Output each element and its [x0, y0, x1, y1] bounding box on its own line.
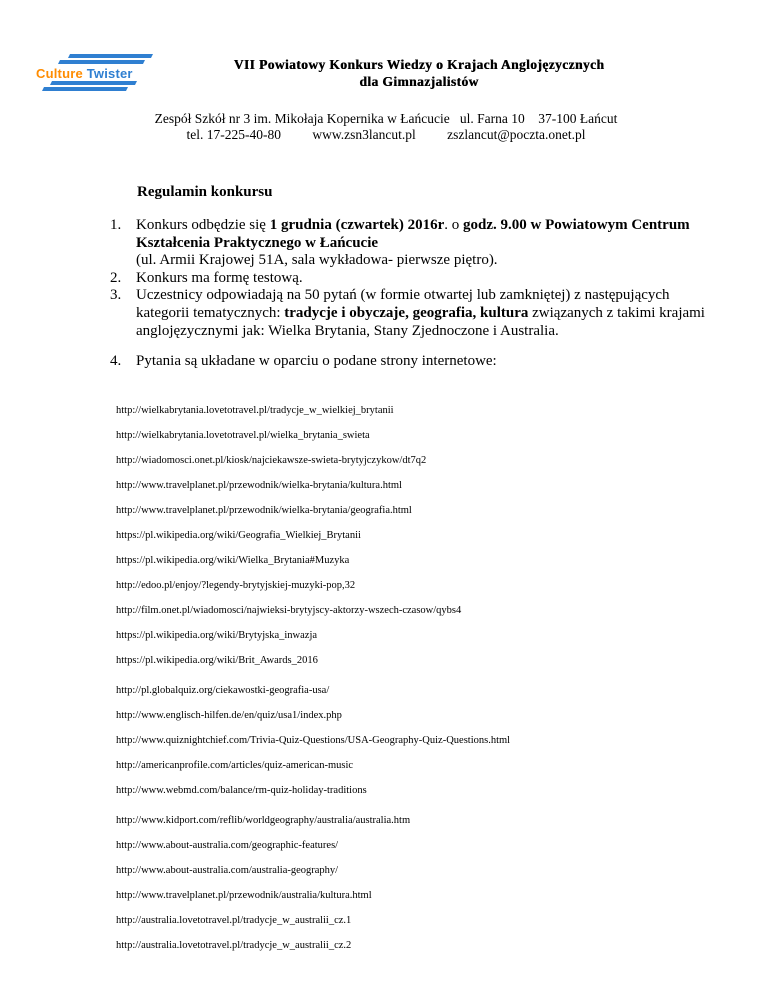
source-link[interactable]: http://www.quiznightchief.com/Trivia-Quiz-Questions/USA-Geography-Quiz-Questions.html	[116, 735, 511, 746]
source-link[interactable]: http://www.travelplanet.pl/przewodnik/australia/kultura.html	[116, 890, 372, 901]
title-line-2: dla Gimnazjalistów	[359, 74, 479, 89]
school-name: Zespół Szkół nr 3 im. Mikołaja Kopernika w Łańcucie	[154, 111, 450, 126]
source-link[interactable]: https://pl.wikipedia.org/wiki/Brytyjska_inwazja	[116, 630, 318, 641]
rule-3-text: Uczestnicy odpowiadają na 50 pytań (w formie otwartej lub zamkniętej) z następujących kategorii tematycznych:	[136, 287, 670, 321]
source-link[interactable]: http://australia.lovetotravel.pl/tradycje_w_australii_cz.1	[116, 915, 352, 926]
rule-1-text: Konkurs odbędzie się	[136, 217, 270, 233]
rule-1-date: 1 grudnia (czwartek) 2016r	[269, 217, 445, 233]
rule-1-place: godz. 9.00 w Powiatowym Centrum Kształcenia Praktycznego w Łańcucie	[136, 217, 690, 251]
source-link[interactable]: http://www.about-australia.com/geographic-features/	[116, 840, 339, 851]
school-contact-line	[126, 127, 646, 143]
source-link[interactable]: https://pl.wikipedia.org/wiki/Wielka_Brytania#Muzyka	[116, 555, 350, 566]
rule-1	[110, 217, 710, 270]
source-link[interactable]: http://www.about-australia.com/australia-geography/	[116, 865, 339, 876]
rule-number: 1.	[110, 217, 122, 233]
rule-2	[110, 270, 710, 288]
source-link[interactable]: http://pl.globalquiz.org/ciekawostki-geografia-usa/	[116, 685, 330, 696]
logo-word-twister: Twister	[86, 66, 133, 81]
school-info	[126, 111, 646, 143]
logo-wordmark	[36, 66, 133, 81]
source-link[interactable]: http://americanprofile.com/articles/quiz-american-music	[116, 760, 354, 771]
rule-1-mid: . o	[444, 217, 464, 233]
rule-3-categories: tradycje i obyczaje, geografia, kultura	[284, 304, 529, 321]
source-link[interactable]: http://edoo.pl/enjoy/?legendy-brytyjskiej-muzyki-pop,32	[116, 580, 356, 591]
source-link[interactable]: http://www.kidport.com/reflib/worldgeography/australia/australia.htm	[116, 815, 411, 826]
source-link[interactable]: http://www.webmd.com/balance/rm-quiz-holiday-traditions	[116, 785, 367, 796]
school-address-line	[126, 111, 646, 127]
source-link[interactable]: https://pl.wikipedia.org/wiki/Geografia_Wielkiej_Brytanii	[116, 530, 361, 541]
logo-word-culture: Culture	[36, 66, 83, 81]
source-link[interactable]: http://www.travelplanet.pl/przewodnik/wielka-brytania/geografia.html	[116, 505, 412, 516]
school-postcode: 37-100 Łańcut	[538, 111, 618, 126]
source-link[interactable]: http://film.onet.pl/wiadomosci/najwieksi-brytyjscy-aktorzy-wszech-czasow/qybs4	[116, 605, 462, 616]
school-website: www.zsn3lancut.pl	[312, 127, 416, 142]
rule-number: 2.	[110, 269, 122, 286]
rule-number: 4.	[110, 353, 122, 370]
source-link[interactable]: http://australia.lovetotravel.pl/tradycje_w_australii_cz.2	[116, 940, 352, 951]
rule-3-tail: związanych z takimi krajami anglojęzycznymi jak: Wielka Brytania, Stany Zjednoczone i Australia.	[136, 304, 705, 339]
source-link[interactable]: http://wiadomosci.onet.pl/kiosk/najciekawsze-swieta-brytyjczykow/dt7q2	[116, 455, 427, 466]
school-phone: tel. 17-225-40-80	[186, 127, 281, 142]
source-link[interactable]: http://www.englisch-hilfen.de/en/quiz/usa1/index.php	[116, 710, 342, 721]
rule-3	[110, 287, 710, 340]
regulations-title: Regulamin konkursu	[137, 184, 273, 200]
rules-list	[110, 217, 710, 371]
rule-number: 3.	[110, 287, 122, 304]
page-title	[140, 56, 698, 90]
school-email: zszlancut@poczta.onet.pl	[447, 127, 586, 142]
rule-1-address: (ul. Armii Krajowej 51A, sala wykładowa- pierwsze piętro).	[136, 252, 498, 269]
rule-4-text: Pytania są układane w oparciu o podane strony internetowe:	[136, 353, 497, 370]
source-link[interactable]: https://pl.wikipedia.org/wiki/Brit_Awards_2016	[116, 655, 318, 666]
rule-4	[110, 353, 710, 371]
source-link[interactable]: http://www.travelplanet.pl/przewodnik/wielka-brytania/kultura.html	[116, 480, 402, 491]
school-street: ul. Farna 10	[459, 111, 525, 126]
rule-2-text: Konkurs ma formę testową.	[136, 269, 303, 286]
source-link[interactable]: http://wielkabrytania.lovetotravel.pl/tradycje_w_wielkiej_brytanii	[116, 405, 394, 416]
title-line-1: VII Powiatowy Konkurs Wiedzy o Krajach Anglojęzycznych	[233, 57, 605, 72]
source-link[interactable]: http://wielkabrytania.lovetotravel.pl/wielka_brytania_swieta	[116, 430, 370, 441]
